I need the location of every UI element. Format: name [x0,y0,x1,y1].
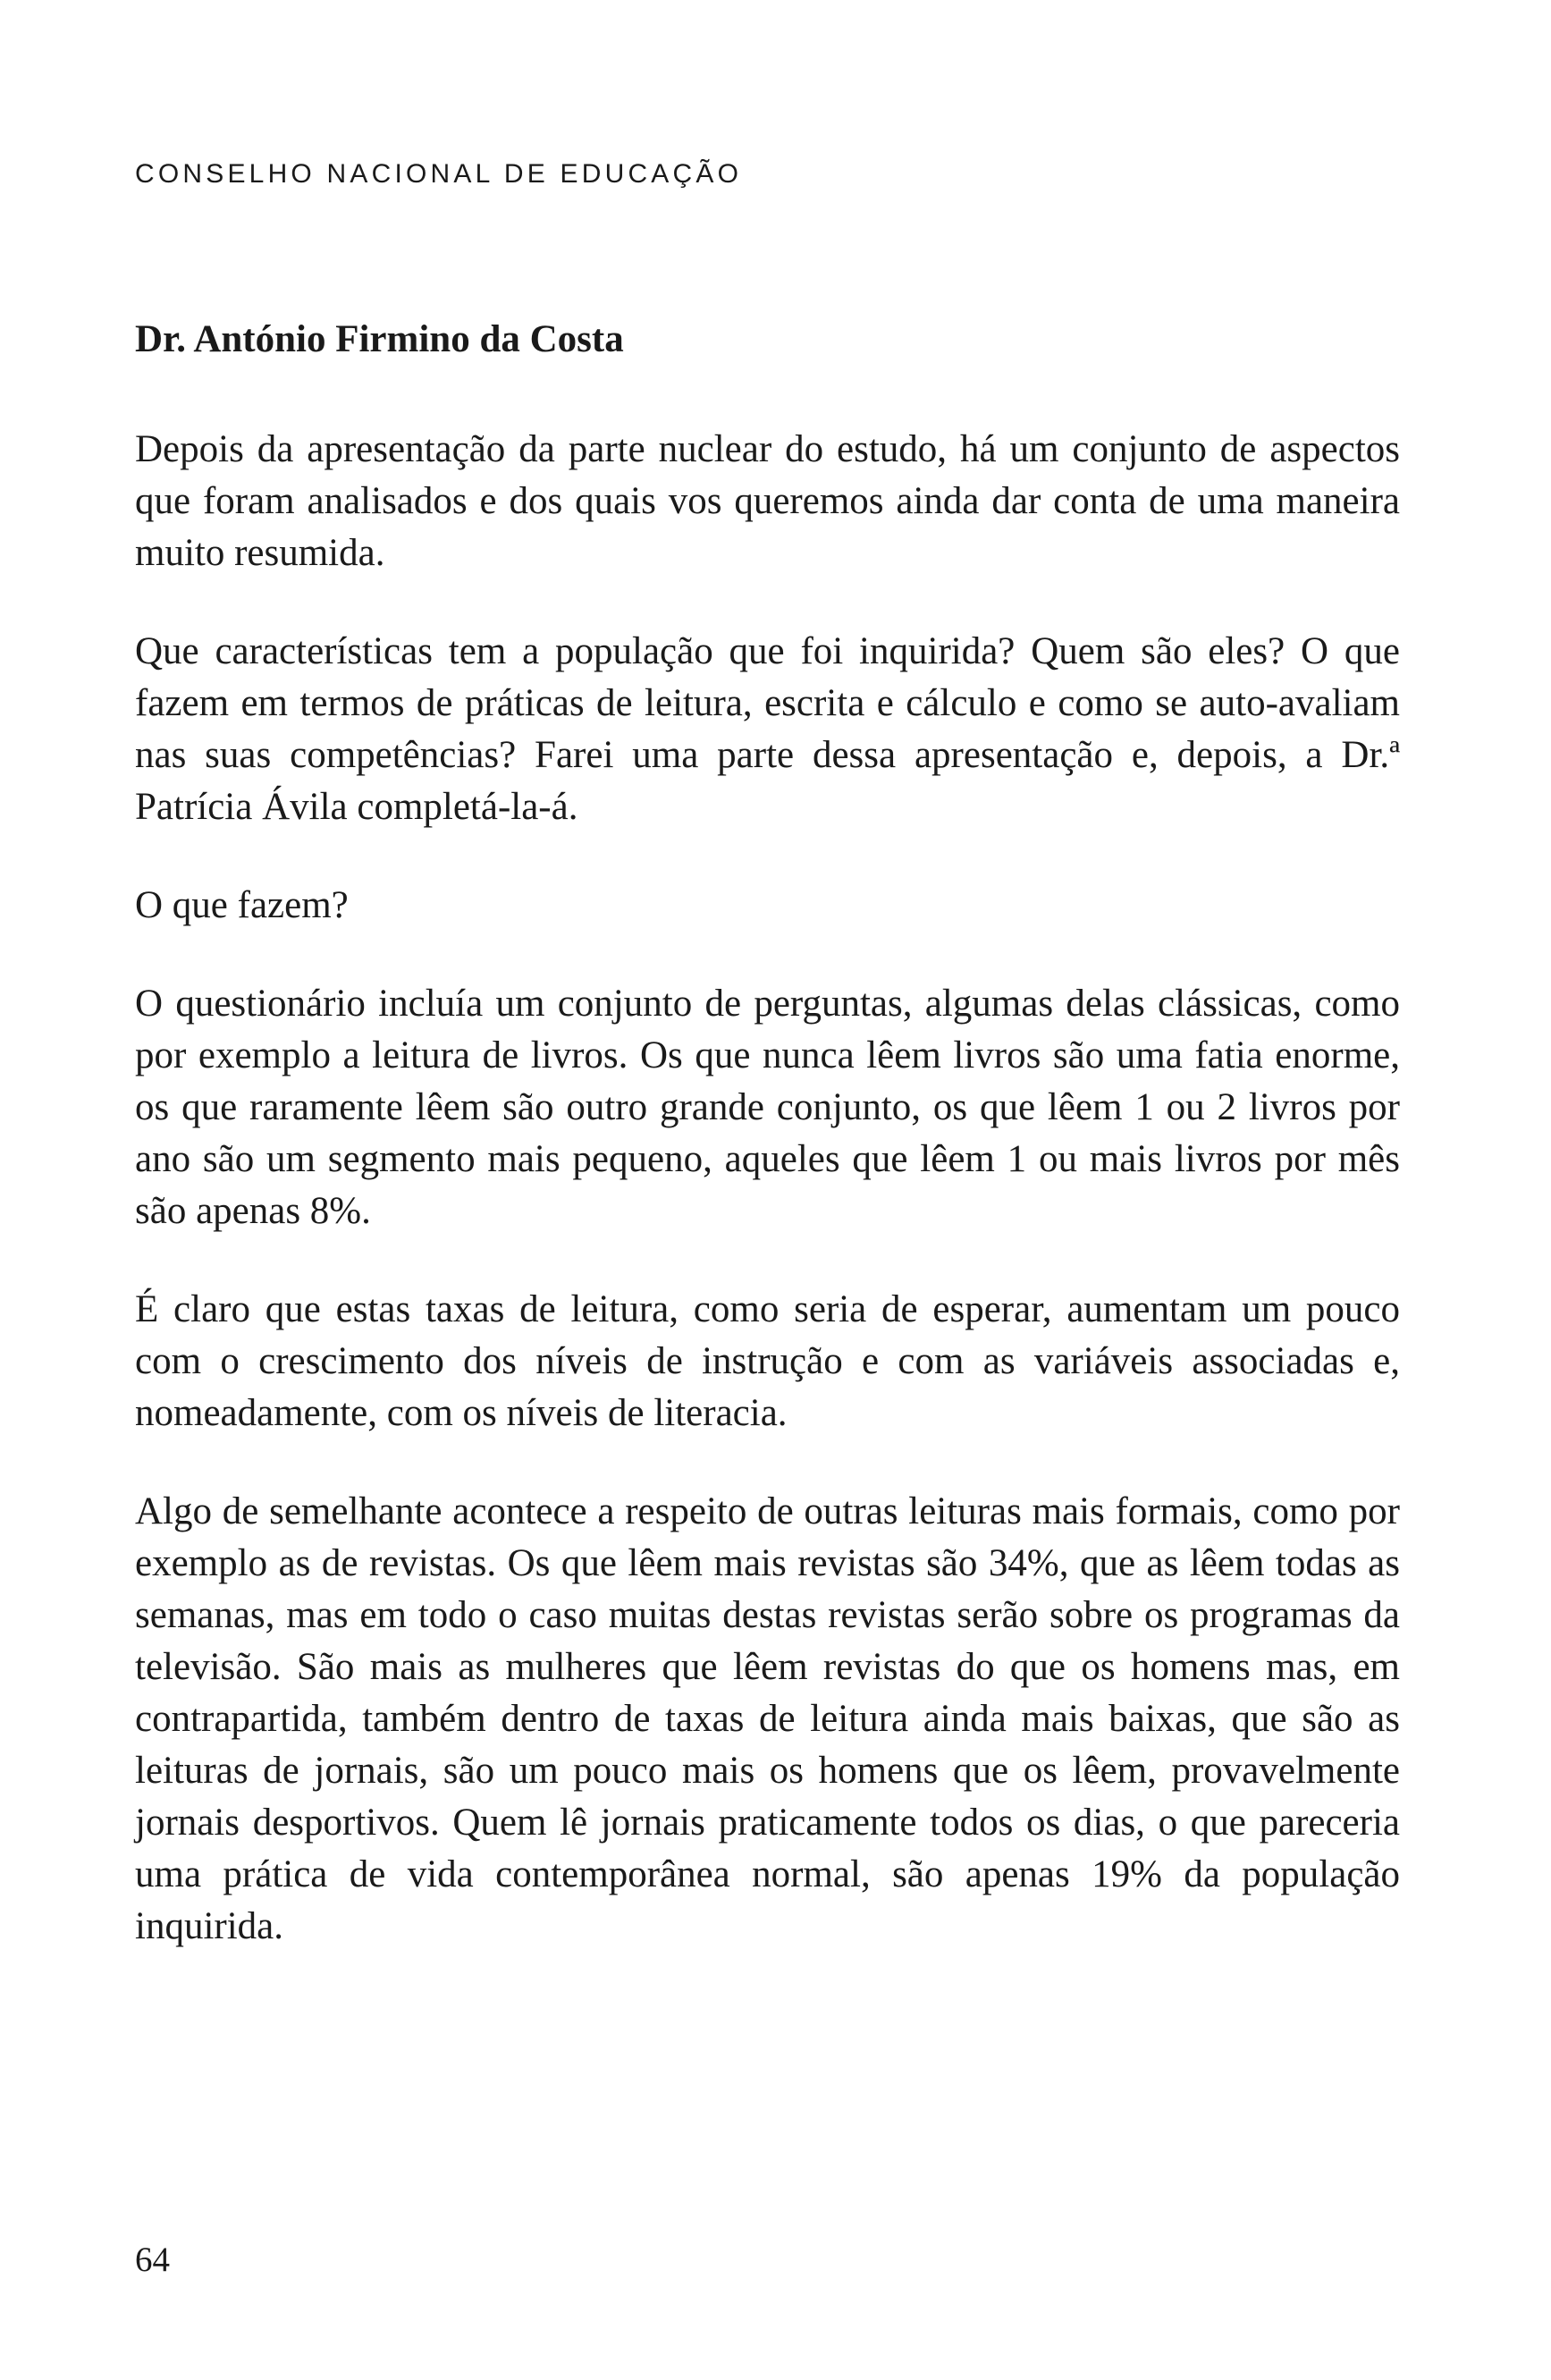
paragraph-1: Depois da apresentação da parte nuclear do estudo, há um conjunto de aspectos que foram analisados e dos quais vos queremos ainda dar conta de uma maneira muito resumida. [135,428,1400,574]
paragraph-6: Algo de semelhante acontece a respeito de outras leituras mais formais, como por exemplo as de revistas. Os que lêem mais revistas são 34%, que as lêem todas as semanas, mas em todo o caso muitas destas revistas serão sobre os programas da televisão. São mais as mulheres que lêem revistas do que os homens mas, em contrapartida, também dentro de taxas de leitura ainda mais baixas, que são as leituras de jornais, são um pouco mais os homens que os lêem, provavelmente jornais desportivos. Quem lê jornais praticamente todos os dias, o que pareceria uma prática de vida contemporânea normal, são apenas 19% da população inquirida. [135,1490,1400,1947]
paragraph-3: O que fazem? [135,884,349,926]
body-text [135,424,1400,1999]
page-number: 64 [135,2241,170,2279]
paragraph-5: É claro que estas taxas de leitura, como seria de esperar, aumentam um pouco com o crescimento dos níveis de instrução e com as variáveis associadas e, nomeadamente, com os níveis de literacia. [135,1288,1400,1434]
speaker-name: Dr. António Firmino da Costa [135,318,624,360]
paragraph-4: O questionário incluía um conjunto de perguntas, algumas delas clássicas, como por exemplo a leitura de livros. Os que nunca lêem livros são uma fatia enorme, os que raramente lêem são outro grande conjunto, os que lêem 1 ou 2 livros por ano são um segmento mais pequeno, aqueles que lêem 1 ou mais livros por mês são apenas 8%. [135,983,1400,1232]
paragraph-2: Que características tem a população que foi inquirida? Quem são eles? O que fazem em termos de práticas de leitura, escrita e cálculo e como se auto-avaliam nas suas competências? Farei uma parte dessa apresentação e, depois, a Dr.ª Patrícia Ávila completá-la-á. [135,630,1400,828]
running-header: CONSELHO NACIONAL DE EDUCAÇÃO [135,159,743,189]
document-page [135,0,1400,2380]
